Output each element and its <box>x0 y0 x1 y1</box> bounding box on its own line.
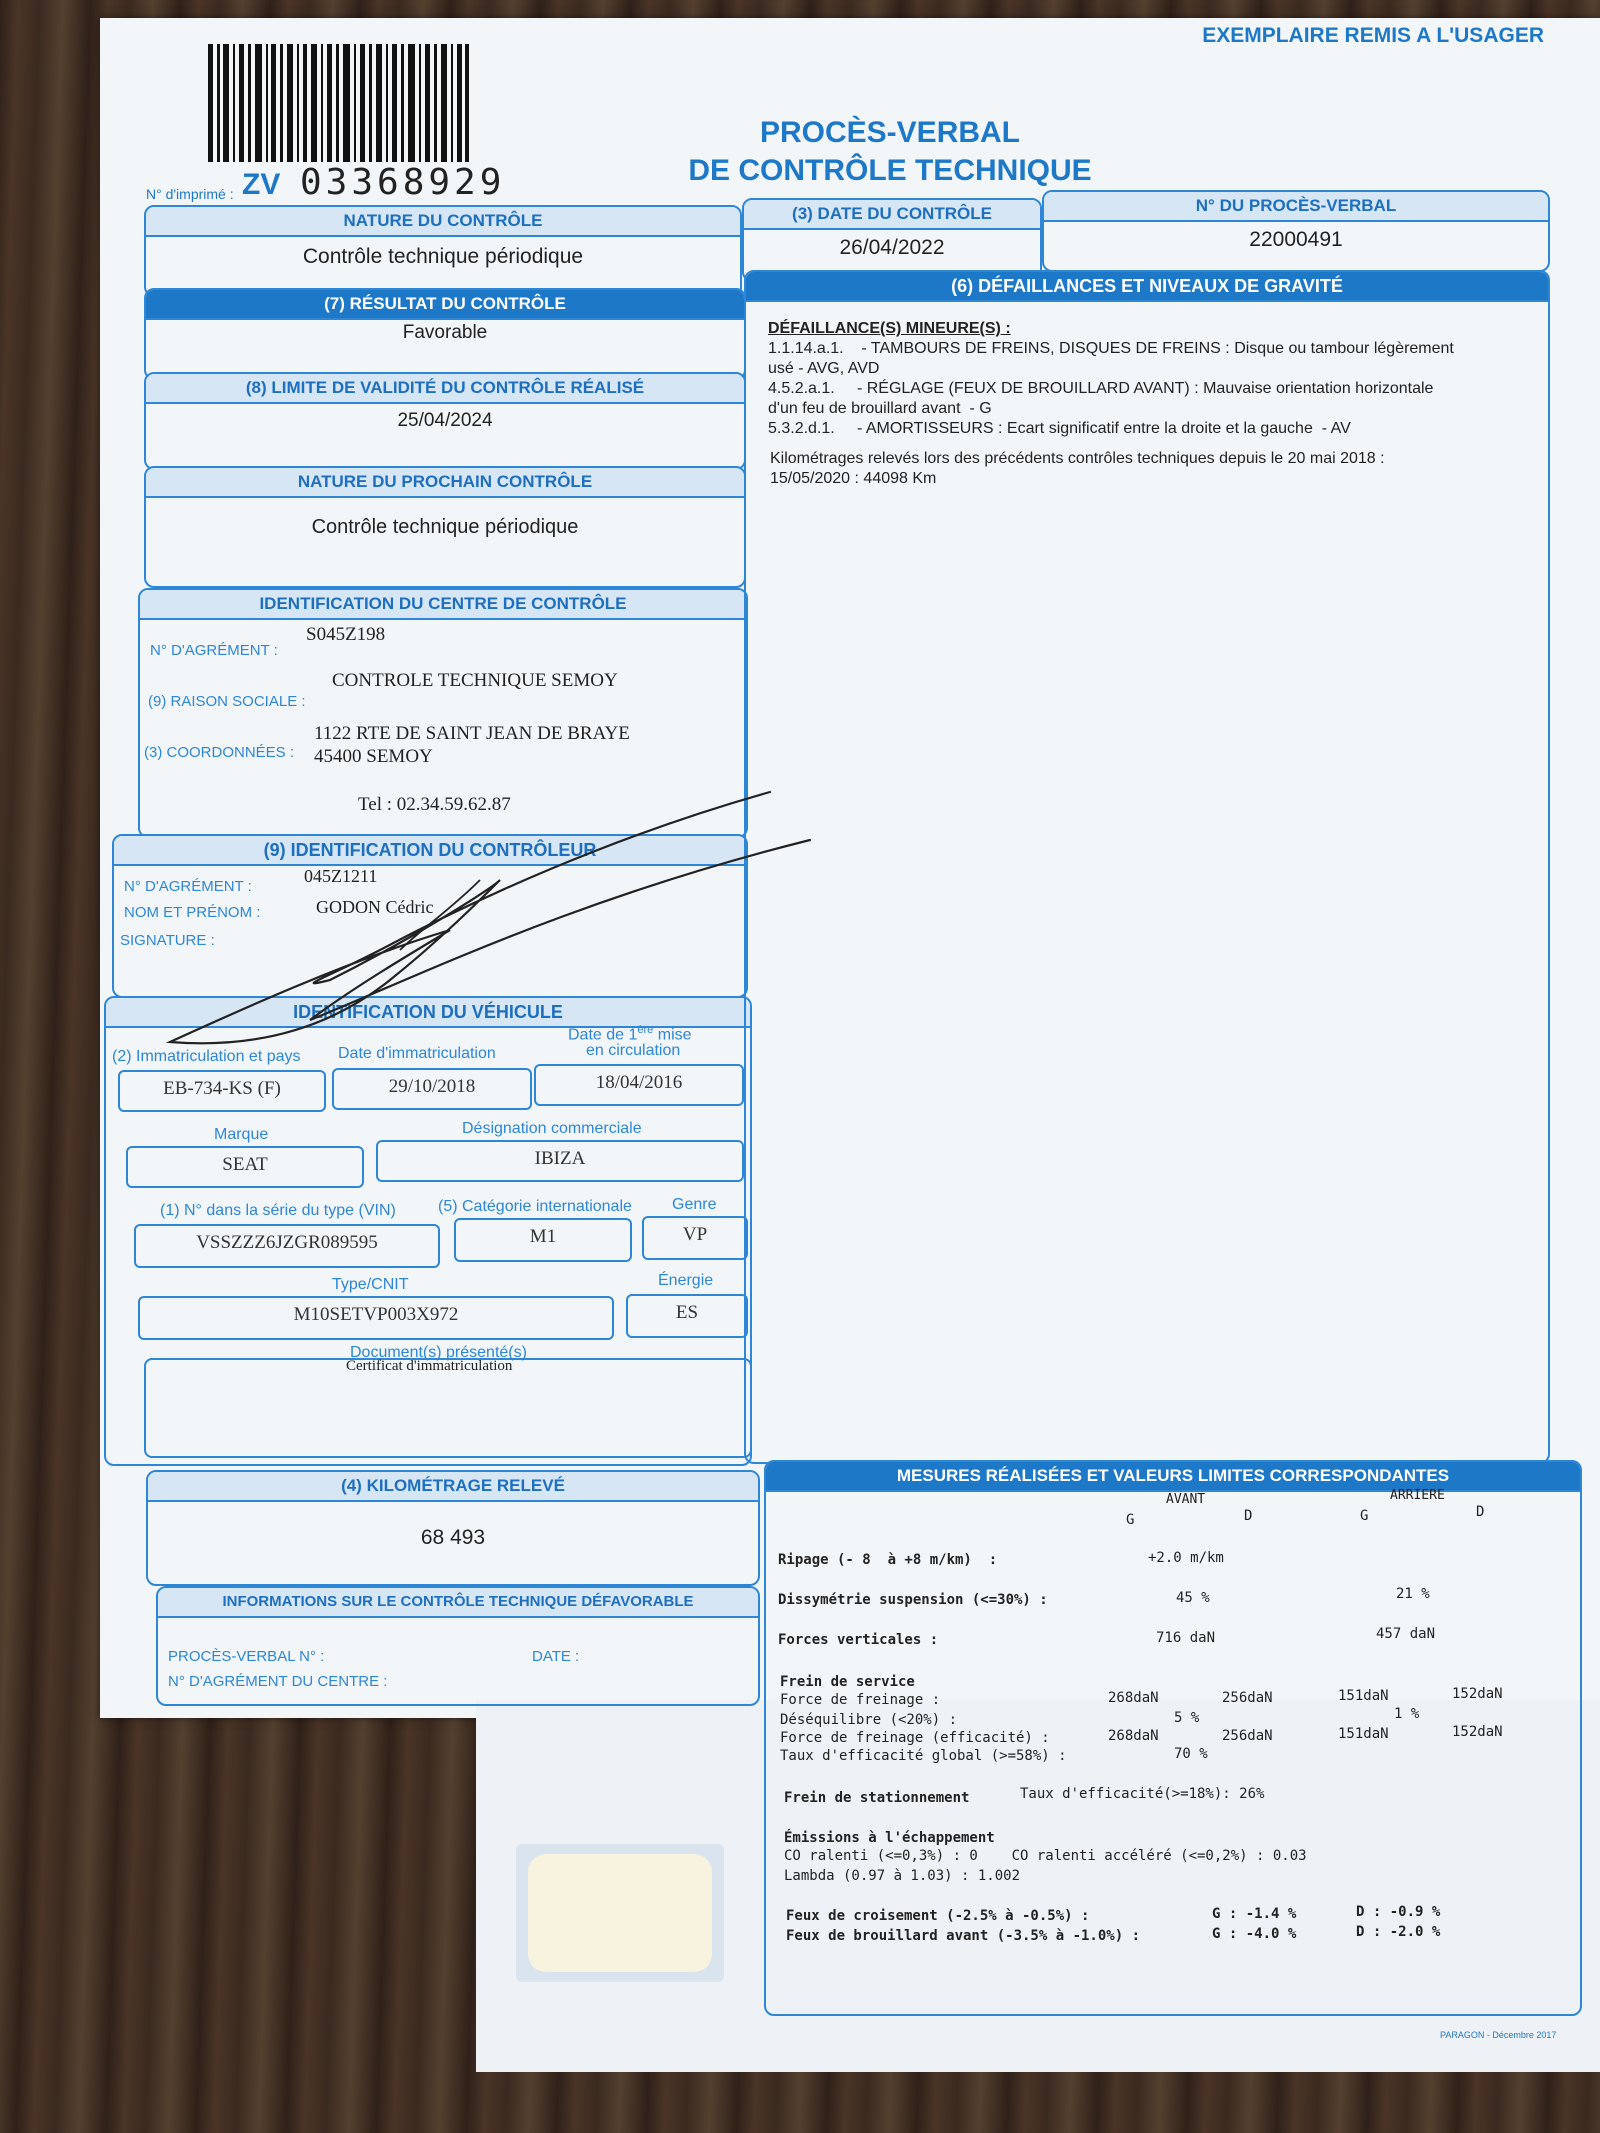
vehicle-label: IDENTIFICATION DU VÉHICULE <box>106 998 750 1028</box>
front-axle-label: AVANT <box>1166 1492 1206 1507</box>
copy-note: EXEMPLAIRE REMIS A L'USAGER <box>1202 24 1544 47</box>
next-label: NATURE DU PROCHAIN CONTRÔLE <box>146 468 744 498</box>
centre-raison-label: (9) RAISON SOCIALE : <box>148 693 306 710</box>
marque-label: Marque <box>214 1126 269 1143</box>
front-left-label: G <box>1126 1512 1135 1528</box>
category-field: M1 <box>454 1218 632 1262</box>
type-label: Type/CNIT <box>332 1276 409 1293</box>
braking-force-value: 152daN <box>1452 1686 1503 1702</box>
printed-number-prefix: ZV <box>242 168 281 201</box>
vin-label: (1) N° dans la série du type (VIN) <box>160 1202 396 1219</box>
braking-efficiency-value: 256daN <box>1222 1728 1273 1744</box>
unfavorable-agrement-label: N° D'AGRÉMENT DU CENTRE : <box>168 1673 388 1690</box>
centre-address-1: 1122 RTE DE SAINT JEAN DE BRAYE <box>314 723 630 744</box>
controller-agrement: 045Z1211 <box>304 866 378 886</box>
controller-name-label: NOM ET PRÉNOM : <box>124 904 261 921</box>
rear-left-label: G <box>1360 1508 1369 1524</box>
dipped-beam-label: Feux de croisement (-2.5% à -0.5%) : <box>786 1908 1090 1924</box>
genre-field: VP <box>642 1216 748 1260</box>
handwritten-signature <box>150 780 830 1060</box>
documents-label: Document(s) présenté(s) <box>350 1344 527 1361</box>
defects-label: (6) DÉFAILLANCES ET NIVEAUX DE GRAVITÉ <box>746 272 1548 302</box>
validity-label: (8) LIMITE DE VALIDITÉ DU CONTRÔLE RÉALISÉ <box>146 374 744 404</box>
date-value: 26/04/2022 <box>839 236 945 259</box>
braking-force-label: Force de freinage : <box>780 1692 941 1708</box>
validity-value: 25/04/2024 <box>397 410 493 431</box>
controller-agrement-label: N° D'AGRÉMENT : <box>124 878 252 895</box>
designation-field: IBIZA <box>376 1140 744 1182</box>
energie-field: ES <box>626 1294 748 1338</box>
printed-number: 03368929 <box>300 162 506 203</box>
centre-agrement: S045Z198 <box>306 624 386 645</box>
dipped-beam-right: D : -0.9 % <box>1356 1904 1441 1920</box>
centre-raison: CONTROLE TECHNIQUE SEMOY <box>332 670 618 691</box>
category-label: (5) Catégorie internationale <box>438 1198 632 1215</box>
ripage-label: Ripage (- 8 à +8 m/km) : <box>778 1552 998 1568</box>
controller-signature-label: SIGNATURE : <box>120 932 215 949</box>
centre-coord-label: (3) COORDONNÉES : <box>144 744 295 761</box>
first-circulation-field: 18/04/2016 <box>534 1064 744 1106</box>
result-box <box>144 288 746 380</box>
fog-light-left: G : -4.0 % <box>1212 1926 1297 1942</box>
next-box <box>144 466 746 588</box>
vertical-forces-front: 716 daN <box>1156 1630 1216 1646</box>
controller-label: (9) IDENTIFICATION DU CONTRÔLEUR <box>114 836 746 866</box>
defect-line: d'un feu de brouillard avant - G <box>768 400 992 417</box>
sticker-window <box>528 1854 712 1972</box>
defect-line: 5.3.2.d.1. - AMORTISSEURS : Ecart significatif entre la droite et la gauche - AV <box>768 420 1351 437</box>
dissymetry-label: Dissymétrie suspension (<=30%) : <box>778 1592 1048 1608</box>
centre-agrement-label: N° D'AGRÉMENT : <box>150 642 278 659</box>
km-value: 68 493 <box>420 1526 486 1549</box>
first-circulation-label: Date de 1ère mise <box>568 1024 692 1044</box>
emissions-heading: Émissions à l'échappement <box>784 1830 995 1846</box>
barcode <box>208 44 470 162</box>
km-box <box>146 1470 760 1586</box>
unfavorable-label: INFORMATIONS SUR LE CONTRÔLE TECHNIQUE DÉFAVORABLE <box>158 1588 758 1618</box>
date-immat-field: 29/10/2018 <box>332 1068 532 1110</box>
energie-label: Énergie <box>658 1272 714 1289</box>
service-brake-heading: Frein de service <box>780 1674 915 1690</box>
defect-line: 4.5.2.a.1. - RÉGLAGE (FEUX DE BROUILLARD AVANT) : Mauvaise orientation horizontale <box>768 380 1434 397</box>
title-line-2: DE CONTRÔLE TECHNIQUE <box>688 154 1092 187</box>
braking-efficiency-value: 268daN <box>1108 1728 1159 1744</box>
immat-field: EB-734-KS (F) <box>118 1070 326 1112</box>
km-label: (4) KILOMÉTRAGE RELEVÉ <box>148 1472 758 1502</box>
braking-efficiency-label: Force de freinage (efficacité) : <box>780 1730 1050 1746</box>
unfavorable-date-label: DATE : <box>532 1648 580 1665</box>
fog-light-right: D : -2.0 % <box>1356 1924 1441 1940</box>
marque-field: SEAT <box>126 1146 364 1188</box>
first-circulation-label-2: en circulation <box>586 1042 681 1059</box>
parking-brake-value: Taux d'efficacité(>=18%): 26% <box>1020 1786 1265 1802</box>
imbalance-rear: 1 % <box>1394 1706 1420 1722</box>
dipped-beam-left: G : -1.4 % <box>1212 1906 1297 1922</box>
centre-label: IDENTIFICATION DU CENTRE DE CONTRÔLE <box>140 590 746 620</box>
rear-axle-label: ARRIERE <box>1390 1488 1445 1503</box>
title-line-1: PROCÈS-VERBAL <box>759 116 1021 149</box>
validity-box <box>144 372 746 470</box>
nature-label: NATURE DU CONTRÔLE <box>146 207 740 237</box>
centre-tel: Tel : 02.34.59.62.87 <box>358 794 511 815</box>
imbalance-label: Déséquilibre (<20%) : <box>780 1712 958 1728</box>
measures-label: MESURES RÉALISÉES ET VALEURS LIMITES CORRESPONDANTES <box>766 1462 1580 1492</box>
co-line: CO ralenti (<=0,3%) : 0 CO ralenti accéléré (<=0,2%) : 0.03 <box>784 1848 1307 1864</box>
defect-line: 1.1.14.a.1. - TAMBOURS DE FREINS, DISQUES DE FREINS : Disque ou tambour légèrement <box>768 340 1454 357</box>
type-field: M10SETVP003X972 <box>138 1296 614 1340</box>
vin-field: VSSZZZ6JZGR089595 <box>134 1224 440 1268</box>
nature-box <box>144 205 742 297</box>
front-right-label: D <box>1244 1508 1253 1524</box>
dissymetry-front: 45 % <box>1176 1590 1210 1606</box>
unfavorable-pv-label: PROCÈS-VERBAL N° : <box>168 1648 325 1665</box>
printed-number-label: N° d'imprimé : <box>146 186 234 202</box>
fog-light-label: Feux de brouillard avant (-3.5% à -1.0%) : <box>786 1928 1141 1944</box>
braking-efficiency-value: 151daN <box>1338 1726 1389 1742</box>
braking-force-value: 151daN <box>1338 1688 1389 1704</box>
km-history-entry: 15/05/2020 : 44098 Km <box>770 470 937 487</box>
vertical-forces-label: Forces verticales : <box>778 1632 939 1648</box>
designation-label: Désignation commerciale <box>462 1120 642 1137</box>
ripage-value: +2.0 m/km <box>1148 1550 1224 1566</box>
pv-box <box>1042 190 1550 272</box>
defect-line: usé - AVG, AVD <box>768 360 880 377</box>
documents-value: Certificat d'immatriculation <box>346 1358 513 1374</box>
braking-efficiency-value: 152daN <box>1452 1724 1503 1740</box>
next-value: Contrôle technique périodique <box>311 516 579 538</box>
result-value: Favorable <box>402 322 488 343</box>
date-immat-label: Date d'immatriculation <box>338 1045 496 1062</box>
immat-label: (2) Immatriculation et pays <box>112 1048 301 1065</box>
centre-address-2: 45400 SEMOY <box>314 746 433 767</box>
defects-heading: DÉFAILLANCE(S) MINEURE(S) : <box>768 320 1011 337</box>
result-label: (7) RÉSULTAT DU CONTRÔLE <box>146 290 744 320</box>
pv-value: 22000491 <box>1249 228 1343 251</box>
global-efficiency-label: Taux d'efficacité global (>=58%) : <box>780 1748 1067 1764</box>
vertical-forces-rear: 457 daN <box>1376 1626 1436 1642</box>
footer-print-note: PARAGON - Décembre 2017 <box>1440 2030 1557 2040</box>
imbalance-front: 5 % <box>1174 1710 1200 1726</box>
controller-name: GODON Cédric <box>316 897 434 917</box>
braking-force-value: 256daN <box>1222 1690 1273 1706</box>
rear-right-label: D <box>1476 1504 1485 1520</box>
genre-label: Genre <box>672 1196 717 1213</box>
km-history-note: Kilométrages relevés lors des précédents contrôles techniques depuis le 20 mai 2018 : <box>770 450 1385 467</box>
dissymetry-rear: 21 % <box>1396 1586 1430 1602</box>
parking-brake-label: Frein de stationnement <box>784 1790 970 1806</box>
nature-value: Contrôle technique périodique <box>302 245 584 268</box>
braking-force-value: 268daN <box>1108 1690 1159 1706</box>
pv-label: N° DU PROCÈS-VERBAL <box>1044 192 1548 222</box>
lambda-line: Lambda (0.97 à 1.03) : 1.002 <box>784 1868 1021 1884</box>
date-label: (3) DATE DU CONTRÔLE <box>744 200 1040 230</box>
global-efficiency-value: 70 % <box>1174 1746 1208 1762</box>
